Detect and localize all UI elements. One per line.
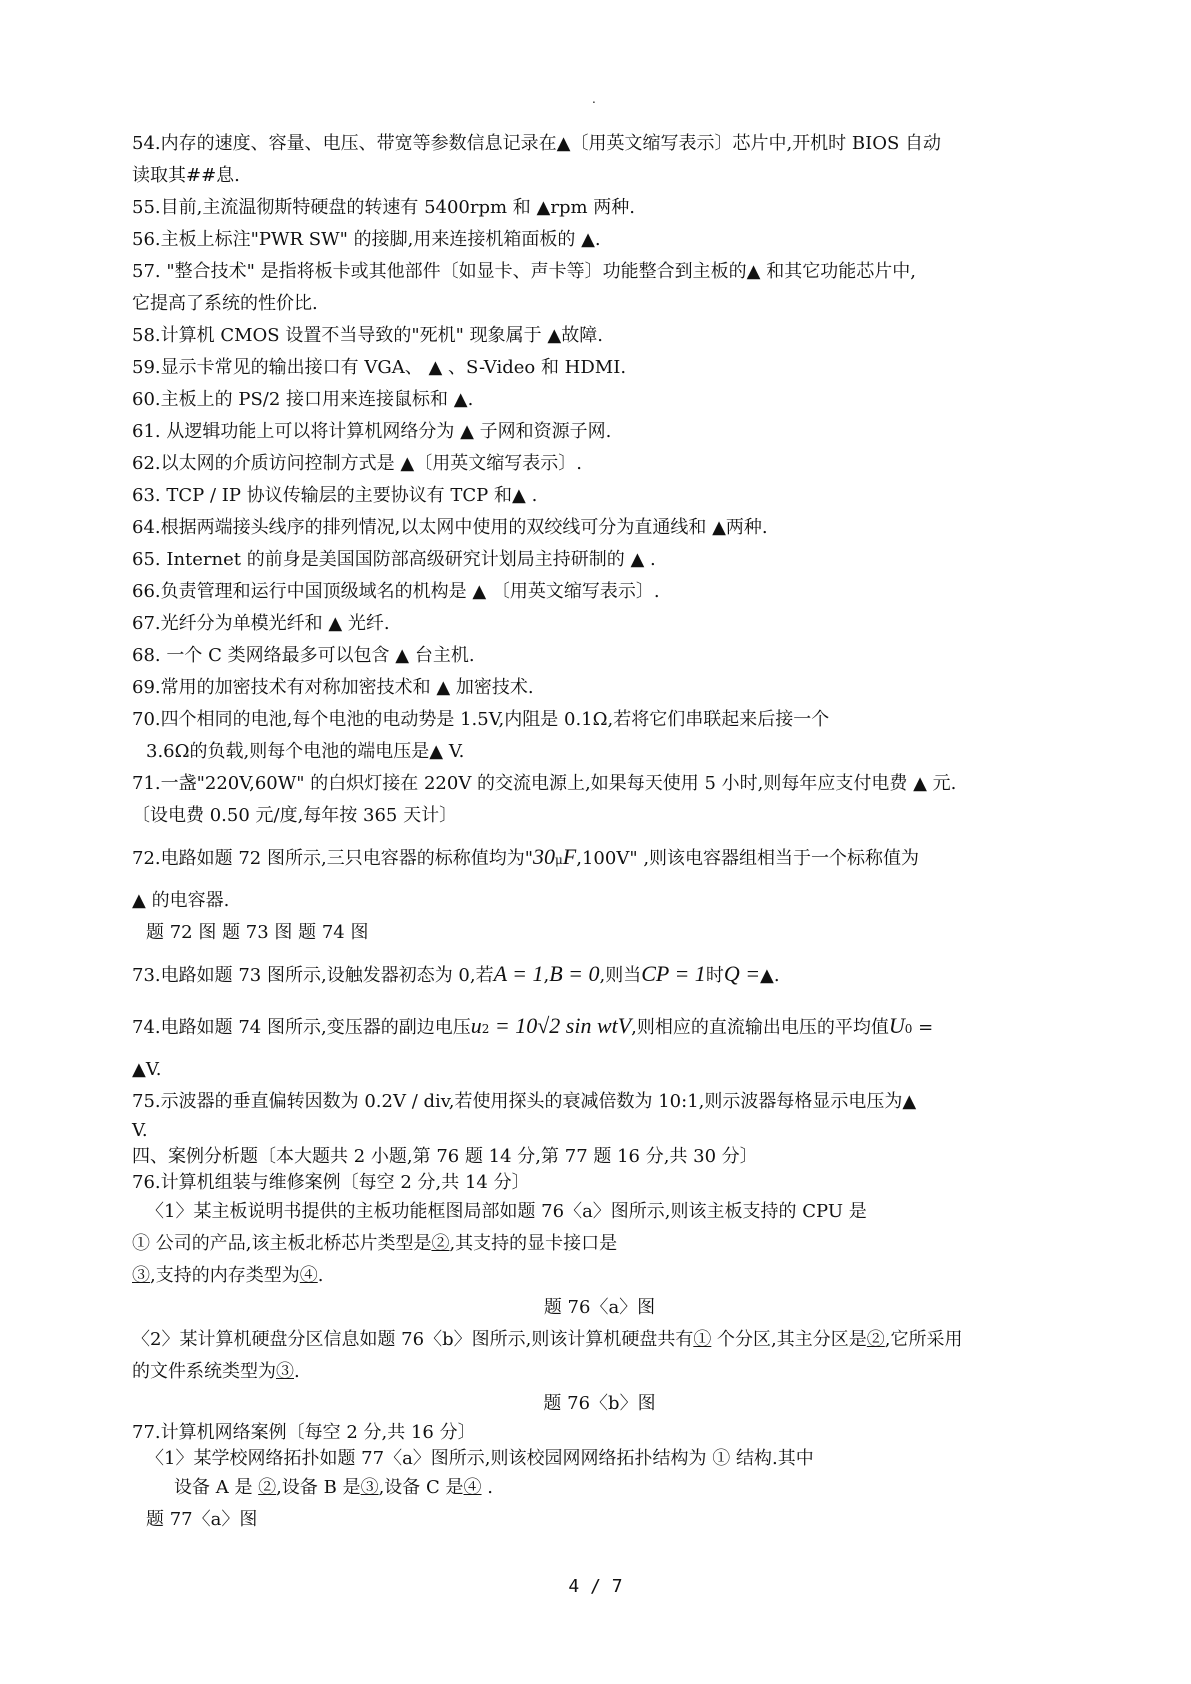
question-75-line-1: 75.示波器的垂直偏转因数为 0.2V / div,若使用探头的衰减倍数为 10:1,则示波器每格显示电压为▲ [132, 1091, 917, 1112]
question-65: 65. Internet 的前身是美国国防部高级研究计划局主持研制的 ▲ . [132, 549, 656, 570]
question-76-1-text-d: . [317, 1265, 324, 1286]
question-56: 56.主板上标注"PWR SW" 的接脚,用来连接机箱面板的 ▲. [132, 229, 601, 250]
question-76-2-text-d: 的文件系统类型为 [132, 1361, 276, 1382]
math-30: 30 [532, 844, 555, 869]
question-76-2-text-c: ,它所采用 [884, 1329, 963, 1350]
math-u-sub: 2 [481, 1022, 490, 1036]
question-76-1-line-3 [132, 1260, 1067, 1292]
question-58: 58.计算机 CMOS 设置不当导致的"死机" 现象属于 ▲故障. [132, 325, 603, 346]
question-67: 67.光纤分为单模光纤和 ▲ 光纤. [132, 613, 390, 634]
question-71-line-1: 71.一盏"220V,60W" 的白炽灯接在 220V 的交流电源上,如果每天使用 5 小时,则每年应支付电费 ▲ 元. [132, 773, 957, 794]
math-a-eq-1: A = 1 [493, 961, 544, 986]
question-76-2-line-1 [132, 1324, 1067, 1356]
question-73-text-post: ▲. [760, 965, 780, 986]
question-63: 63. TCP / IP 协议传输层的主要协议有 TCP 和▲ . [132, 485, 538, 506]
question-54-line-2: 读取其##息. [132, 165, 240, 186]
blank-2b: ② [866, 1329, 885, 1350]
math-cp-eq-1: CP = 1 [641, 961, 706, 986]
question-73-sep: , [543, 965, 550, 986]
math-q-eq: Q = [723, 961, 761, 986]
question-57-line-1: 57. "整合技术" 是指将板卡或其他部件〔如显卡、声卡等〕功能整合到主板的▲ 和其它功能芯片中, [132, 261, 916, 282]
blank-2: ② [431, 1233, 450, 1254]
question-list [132, 128, 1067, 1536]
question-75-line-2: V. [132, 1120, 148, 1141]
question-76-2-text-b: 个分区,其主分区是 [711, 1329, 867, 1350]
question-77-1-line-2 [132, 1472, 1067, 1504]
question-74-text-pre: 74.电路如题 74 图所示,变压器的副边电压 [132, 1017, 471, 1038]
question-72-line-2: ▲ 的电容器. [132, 890, 230, 911]
question-77: 77.计算机网络案例〔每空 2 分,共 16 分〕 [132, 1422, 476, 1443]
question-66: 66.负责管理和运行中国顶级域名的机构是 ▲ 〔用英文缩写表示〕. [132, 581, 660, 602]
figure-76a-caption: 题 76〈a〉图 [543, 1297, 656, 1318]
blank-1: ① [693, 1329, 712, 1350]
question-72-line-1 [132, 832, 1067, 885]
question-74-eq: = [912, 1017, 934, 1038]
question-70-line-1: 70.四个相同的电池,每个电池的电动势是 1.5V,内阻是 0.1Ω,若将它们串联起来后接一个 [132, 709, 830, 730]
question-57-line-2: 它提高了系统的性价比. [132, 293, 318, 314]
math-voltage-expr: = 10√2 sin wtV [489, 1013, 632, 1038]
question-74-line-1 [132, 1001, 1067, 1054]
question-55: 55.目前,主流温彻斯特硬盘的转速有 5400rpm 和 ▲rpm 两种. [132, 197, 635, 218]
math-b-eq-0: B = 0 [549, 961, 600, 986]
blank-4: ④ [299, 1265, 318, 1286]
question-76-1-line-1: 〈1〉某主板说明书提供的主板功能框图局部如题 76〈a〉图所示,则该主板支持的 CPU 是 [146, 1201, 867, 1222]
question-71-line-2: 〔设电费 0.50 元/度,每年按 365 天计〕 [132, 805, 458, 826]
question-59: 59.显示卡常见的输出接口有 VGA、 ▲ 、S-Video 和 HDMI. [132, 357, 627, 378]
header-dot: . [592, 92, 596, 106]
question-76-1-text-c: ,支持的内存类型为 [150, 1265, 300, 1286]
blank-3: ③ [132, 1265, 150, 1286]
question-77-1-text-b: ,设备 B 是 [276, 1477, 361, 1498]
question-73 [132, 949, 1067, 1001]
question-73-text-mid: ,则当 [599, 965, 642, 986]
section-4-heading: 四、案例分析题〔本大题共 2 小题,第 76 题 14 分,第 77 题 16 分,共 30 分〕 [132, 1146, 758, 1167]
question-77-1-line-1: 〈1〉某学校网络拓扑如题 77〈a〉图所示,则该校园网网络拓扑结构为 ① 结构.其中 [146, 1448, 814, 1469]
math-uo: U [888, 1013, 905, 1038]
question-76-1-text-a: ① 公司的产品,该主板北桥芯片类型是 [132, 1233, 432, 1254]
blank-3c: ③ [360, 1477, 379, 1498]
question-69: 69.常用的加密技术有对称加密技术和 ▲ 加密技术. [132, 677, 534, 698]
math-mu: μ [554, 853, 563, 867]
figure-77a-caption: 题 77〈a〉图 [146, 1509, 258, 1530]
question-76-2-text-a: 〈2〉某计算机硬盘分区信息如题 76〈b〉图所示,则该计算机硬盘共有 [132, 1329, 694, 1350]
blank-2c: ② [258, 1477, 277, 1498]
figure-labels-72-74: 题 72 图 题 73 图 题 74 图 [146, 922, 369, 943]
question-76-1-line-2 [132, 1228, 1067, 1260]
question-76-2-line-2 [132, 1356, 1067, 1388]
blank-3b: ③ [276, 1361, 294, 1382]
question-77-1-text-c: ,设备 C 是 [378, 1477, 464, 1498]
question-60: 60.主板上的 PS/2 接口用来连接鼠标和 ▲. [132, 389, 474, 410]
question-64: 64.根据两端接头线序的排列情况,以太网中使用的双绞线可分为直通线和 ▲两种. [132, 517, 768, 538]
question-77-1-text-a: 设备 A 是 [174, 1477, 259, 1498]
figure-76b-caption: 题 76〈b〉图 [543, 1393, 656, 1414]
question-73-text-mid2: 时 [705, 965, 724, 986]
question-68: 68. 一个 C 类网络最多可以包含 ▲ 台主机. [132, 645, 475, 666]
blank-4c: ④ [463, 1477, 482, 1498]
math-uo-sub: 0 [904, 1022, 913, 1036]
question-72-text-post: ,100V" ,则该电容器组相当于一个标称值为 [576, 848, 920, 869]
question-76-1-text-b: ,其支持的显卡接口是 [449, 1233, 618, 1254]
question-76-2-text-e: . [294, 1361, 300, 1382]
question-76: 76.计算机组装与维修案例〔每空 2 分,共 14 分〕 [132, 1172, 530, 1193]
math-u: u [470, 1013, 482, 1038]
math-f: F [562, 844, 577, 869]
question-77-1-text-d: . [481, 1477, 493, 1498]
question-74-text-mid: ,则相应的直流输出电压的平均值 [631, 1017, 889, 1038]
question-72-text-pre: 72.电路如题 72 图所示,三只电容器的标称值均为" [132, 848, 533, 869]
page-number: 4 / 7 [568, 1576, 623, 1597]
question-70-line-2: 3.6Ω的负载,则每个电池的端电压是▲ V. [146, 741, 465, 762]
question-74-line-2: ▲V. [132, 1059, 162, 1080]
question-54-line-1: 54.内存的速度、容量、电压、带宽等参数信息记录在▲〔用英文缩写表示〕芯片中,开机时 BIOS 自动 [132, 133, 942, 154]
question-62: 62.以太网的介质访问控制方式是 ▲〔用英文缩写表示〕. [132, 453, 582, 474]
question-61: 61. 从逻辑功能上可以将计算机网络分为 ▲ 子网和资源子网. [132, 421, 612, 442]
question-73-text-pre: 73.电路如题 73 图所示,设触发器初态为 0,若 [132, 965, 494, 986]
